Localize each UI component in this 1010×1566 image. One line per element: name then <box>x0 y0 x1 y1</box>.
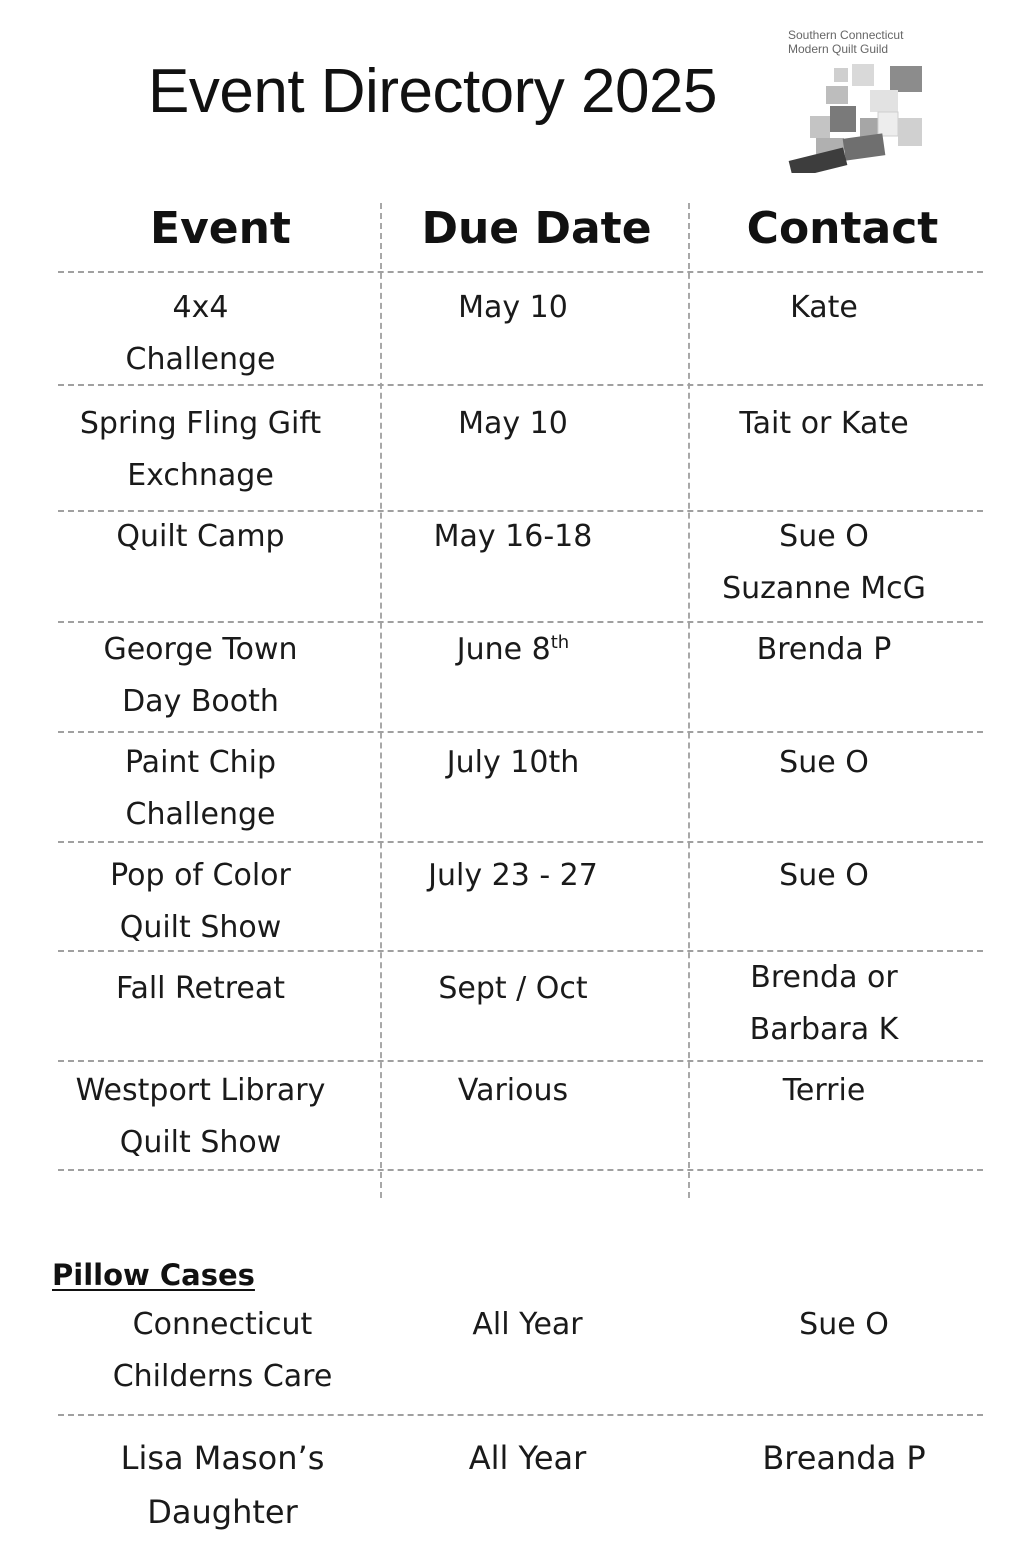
due-date-line: July 10th <box>446 745 580 780</box>
event-line: 4x4 <box>172 290 229 325</box>
due-date-cell <box>395 1431 660 1485</box>
contact-line: Breanda P <box>762 1439 926 1477</box>
due-date-cell <box>383 624 643 676</box>
event-line: Connecticut <box>132 1307 313 1342</box>
contact-cell <box>690 511 958 615</box>
due-date-cell <box>383 1065 643 1117</box>
due-date-cell <box>383 737 643 789</box>
event-line: Lisa Mason’s <box>120 1439 325 1477</box>
column-header-contact: Contact <box>746 203 939 254</box>
quilt-patchwork-logo-icon <box>782 58 932 173</box>
due-date-line: All Year <box>472 1307 583 1342</box>
page-title: Event Directory 2025 <box>148 57 717 126</box>
event-line: Spring Fling Gift <box>79 406 322 441</box>
contact-line: Sue O <box>779 519 869 554</box>
logo-text-line-1: Southern Connecticut <box>788 28 904 42</box>
due-date-cell <box>383 850 643 902</box>
event-cell <box>58 398 343 502</box>
contact-line: Sue O <box>799 1307 889 1342</box>
event-cell <box>80 1299 365 1403</box>
due-date-line: May 16-18 <box>433 519 593 554</box>
contact-line: Suzanne McG <box>722 571 926 606</box>
logo-text <box>788 28 903 56</box>
due-date-text: June 8 <box>456 632 551 667</box>
due-date-cell <box>383 963 643 1015</box>
event-line: Quilt Show <box>119 910 282 945</box>
contact-line: Terrie <box>782 1073 866 1108</box>
event-line: Daughter <box>147 1493 298 1531</box>
due-date-line: May 10 <box>458 406 568 441</box>
due-date-line: Sept / Oct <box>438 971 588 1006</box>
event-line: Westport Library <box>75 1073 326 1108</box>
contact-line: Barbara K <box>749 1012 899 1047</box>
event-line: Fall Retreat <box>115 971 286 1006</box>
due-date-cell <box>383 282 643 334</box>
due-date-line: Various <box>457 1073 569 1108</box>
contact-cell <box>690 282 958 334</box>
event-cell <box>80 1431 365 1539</box>
due-date-cell <box>383 511 643 563</box>
row-divider <box>58 271 983 273</box>
event-line: Exchnage <box>127 458 274 493</box>
due-date-line: May 10 <box>458 290 568 325</box>
column-header-due-date: Due Date <box>421 203 652 254</box>
contact-cell <box>690 624 958 676</box>
event-line: Challenge <box>125 342 276 377</box>
contact-cell <box>690 398 958 450</box>
event-line: Quilt Camp <box>116 519 285 554</box>
row-divider <box>58 841 983 843</box>
contact-cell <box>690 952 958 1056</box>
event-cell <box>58 282 343 386</box>
event-line: Day Booth <box>122 684 279 719</box>
contact-cell <box>710 1431 978 1485</box>
event-line: Paint Chip <box>124 745 277 780</box>
due-date-line: July 23 - 27 <box>428 858 598 893</box>
event-line: Quilt Show <box>119 1125 282 1160</box>
event-cell <box>58 963 343 1015</box>
row-divider <box>58 731 983 733</box>
event-cell <box>58 850 343 954</box>
contact-line: Brenda P <box>756 632 892 667</box>
guild-logo <box>782 28 932 173</box>
contact-cell <box>710 1299 978 1351</box>
contact-line: Sue O <box>779 858 869 893</box>
event-line: Childerns Care <box>112 1359 333 1394</box>
contact-cell <box>690 1065 958 1117</box>
event-line: George Town <box>103 632 298 667</box>
contact-line: Sue O <box>779 745 869 780</box>
event-cell <box>58 1065 343 1169</box>
event-line: Challenge <box>125 797 276 832</box>
event-line: Pop of Color <box>110 858 291 893</box>
event-cell <box>58 511 343 563</box>
contact-cell <box>690 850 958 902</box>
row-divider <box>58 1414 983 1416</box>
row-divider <box>58 1060 983 1062</box>
column-divider-1 <box>380 203 382 1198</box>
due-date-cell <box>383 398 643 450</box>
contact-line: Tait or Kate <box>739 406 909 441</box>
column-header-event: Event <box>150 203 291 254</box>
row-divider <box>58 1169 983 1171</box>
due-date-suffix: th <box>550 632 570 653</box>
contact-line: Brenda or <box>750 960 898 995</box>
section-title-pillow-cases: Pillow Cases <box>52 1258 255 1292</box>
due-date-line: All Year <box>468 1439 587 1477</box>
logo-text-line-2: Modern Quilt Guild <box>788 42 889 56</box>
event-cell <box>58 624 343 728</box>
event-cell <box>58 737 343 841</box>
due-date-line <box>383 624 643 676</box>
row-divider <box>58 621 983 623</box>
contact-cell <box>690 737 958 789</box>
due-date-cell <box>395 1299 660 1351</box>
contact-line: Kate <box>790 290 858 325</box>
